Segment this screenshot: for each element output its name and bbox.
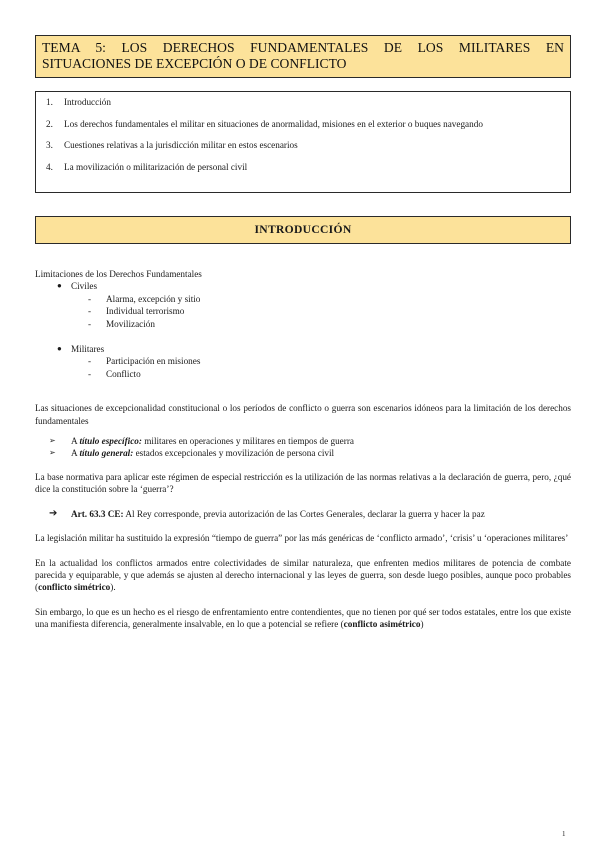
civiles-item: Alarma, excepción y sitio bbox=[106, 293, 201, 304]
toc-item bbox=[46, 97, 562, 109]
list-item bbox=[35, 343, 571, 355]
militares-label: Militares bbox=[71, 344, 105, 355]
titulo-especifico: A título específico: militares en operaciones y militares en tiempos de guerra bbox=[71, 436, 354, 447]
toc-item bbox=[46, 162, 562, 174]
dash-icon: - bbox=[88, 293, 92, 304]
section-heading: INTRODUCCIÓN bbox=[35, 216, 571, 244]
titulo-general: A título general: estados excepcionales y movilización de persona civil bbox=[71, 448, 335, 459]
arrow-bullet-icon: ➢ bbox=[49, 436, 56, 446]
toc-text: Cuestiones relativas a la jurisdicción militar en estos escenarios bbox=[64, 140, 298, 150]
civiles-item: Individual terrorismo bbox=[106, 306, 185, 317]
paragraph: En la actualidad los conflictos armados entre colectividades de similar naturaleza, que enfrenten medios militares de potencia de combate parecida y equiparable, y que además se ajusten al derecho internacional y las leyes de guerra, son desde luego posibles, aunque poco probables (conflicto simétrico). bbox=[35, 557, 571, 593]
document-title bbox=[35, 35, 571, 78]
table-of-contents bbox=[35, 91, 571, 193]
right-arrow-icon: ➔ bbox=[49, 507, 58, 519]
militares-item: Conflicto bbox=[106, 368, 141, 379]
list-item bbox=[35, 508, 571, 520]
dash-icon: - bbox=[88, 356, 92, 367]
list-item bbox=[35, 435, 571, 447]
bullet-icon: ● bbox=[57, 281, 62, 291]
paragraph: La base normativa para aplicar este régimen de especial restricción es la utilización de las normas relativas a la declaración de guerra, pero, ¿qué dice la constitución sobre la ‘guerra’? bbox=[35, 471, 571, 495]
toc-text: Introducción bbox=[64, 97, 111, 107]
toc-number: 2. bbox=[46, 118, 53, 129]
civiles-item: Movilización bbox=[106, 318, 155, 329]
toc-number: 1. bbox=[46, 97, 53, 107]
toc-text: Los derechos fundamentales el militar en situaciones de anormalidad, misiones en el exterior o buques navegando bbox=[64, 118, 483, 129]
bullet-icon: ● bbox=[57, 344, 62, 354]
article-quote: Art. 63.3 CE: Al Rey corresponde, previa autorización de las Cortes Generales, declarar la guerra y hacer la paz bbox=[71, 508, 485, 519]
toc-item bbox=[46, 119, 562, 131]
dash-icon: - bbox=[88, 306, 92, 317]
list-item bbox=[35, 447, 571, 459]
dash-icon: - bbox=[88, 318, 92, 329]
title-line-1: TEMA 5: LOS DERECHOS FUNDAMENTALES DE LOS MILITARES EN bbox=[42, 40, 564, 55]
toc-number: 4. bbox=[46, 161, 53, 172]
list-item bbox=[35, 318, 571, 330]
limits-heading: Limitaciones de los Derechos Fundamentales bbox=[35, 269, 202, 279]
civiles-label: Civiles bbox=[71, 281, 98, 292]
list-item bbox=[35, 368, 571, 380]
paragraph: Las situaciones de excepcionalidad constitucional o los períodos de conflicto o guerra son escenarios idóneos para la limitación de los derechos fundamentales bbox=[35, 403, 571, 426]
page-number: 1 bbox=[562, 830, 566, 838]
title-line-2: SITUACIONES DE EXCEPCIÓN O DE CONFLICTO bbox=[42, 55, 347, 71]
paragraph: La legislación militar ha sustituido la expresión “tiempo de guerra” por las más genéricas de ‘conflicto armado’, ‘crisis’ u ‘operaciones militares’ bbox=[35, 533, 569, 544]
document-body bbox=[35, 268, 571, 631]
arrow-bullet-icon: ➢ bbox=[49, 448, 56, 458]
list-item bbox=[35, 280, 571, 292]
toc-number: 3. bbox=[46, 140, 53, 150]
list-item bbox=[35, 305, 571, 317]
militares-item: Participación en misiones bbox=[106, 356, 201, 367]
list-item bbox=[35, 355, 571, 367]
toc-text: La movilización o militarización de personal civil bbox=[64, 161, 248, 172]
list-item bbox=[35, 293, 571, 305]
dash-icon: - bbox=[88, 368, 92, 379]
paragraph: Sin embargo, lo que es un hecho es el riesgo de enfrentamiento entre contendientes, que no tienen por qué ser todos estatales, entre los que existe una manifiesta diferencia, generalmente insalvable, en lo que a potencial se refiere (conflicto asimétrico) bbox=[35, 606, 571, 630]
toc-item bbox=[46, 140, 562, 152]
